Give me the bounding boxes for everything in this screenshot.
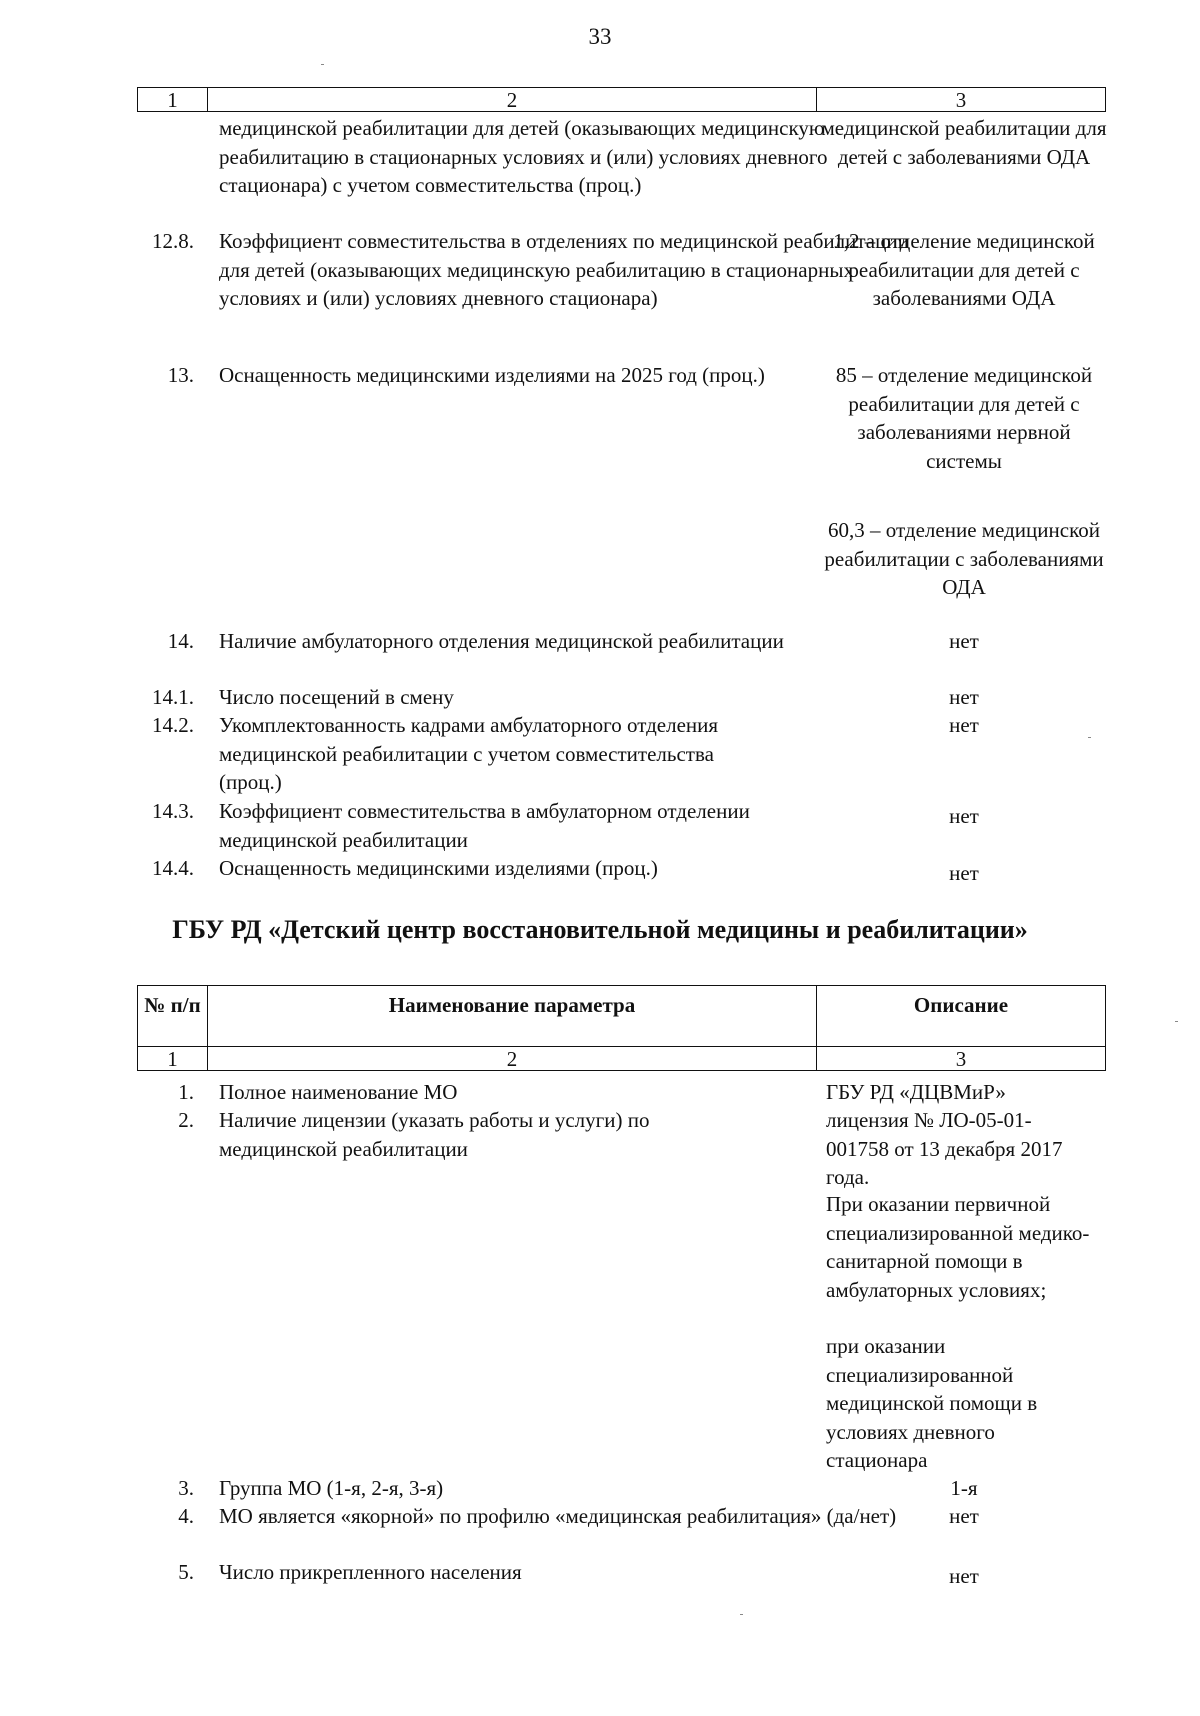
row-description: нет: [949, 713, 979, 737]
row-description: нет: [949, 804, 979, 828]
row-parameter: Укомплектованность кадрами амбулаторного отделения медицинской реабилитации с учетом совместительства (проц.): [219, 713, 719, 794]
row-description-extra: при оказании специализированной медицинской помощи в условиях дневного стационара: [826, 1334, 1038, 1472]
row-description: нет: [949, 861, 979, 885]
row-number: 13.: [167, 363, 194, 387]
row-number: 14.4.: [152, 856, 194, 880]
row-parameter: Оснащенность медицинскими изделиями на 2025 год (проц.): [219, 363, 765, 387]
row-parameter: Полное наименование МО: [219, 1080, 458, 1104]
row-parameter: Оснащенность медицинскими изделиями (проц.): [219, 856, 658, 880]
row-description: медицинской реабилитации для детей с заболеваниями ОДА: [821, 116, 1107, 169]
row-description-extra: 60,3 – отделение медицинской реабилитации с заболеваниями ОДА: [824, 518, 1104, 599]
row-description: нет: [949, 1504, 979, 1528]
row-number: 5.: [178, 1560, 194, 1584]
row-number: 4.: [178, 1504, 194, 1528]
header-number: № п/п: [138, 986, 208, 1047]
col-number-1: 1: [138, 1047, 208, 1071]
row-description: нет: [949, 685, 979, 709]
row-description: 1,2 – отделение медицинской реабилитации для детей с заболеваниями ОДА: [833, 229, 1095, 310]
col-number-3: 3: [817, 88, 1106, 112]
row-parameter: Наличие амбулаторного отделения медицинской реабилитации: [219, 629, 784, 653]
row-number: 14.3.: [152, 799, 194, 823]
row-number: 14.2.: [152, 713, 194, 737]
scan-speck: [1175, 1021, 1178, 1022]
row-number: 14.: [167, 629, 194, 653]
col-number-2: 2: [208, 88, 817, 112]
row-number: 3.: [178, 1476, 194, 1500]
scan-speck: [1088, 737, 1091, 738]
col-number-2: 2: [208, 1047, 817, 1071]
row-description: нет: [949, 1564, 979, 1588]
row-description: лицензия № ЛО-05-01-001758 от 13 декабря 2017 года.: [826, 1108, 1063, 1189]
row-parameter: Наличие лицензии (указать работы и услуги) по медицинской реабилитации: [219, 1108, 650, 1161]
top-header-table: [137, 87, 1106, 112]
row-description: 85 – отделение медицинской реабилитации для детей с заболеваниями нервной системы: [835, 363, 1093, 473]
row-parameter: Число прикрепленного населения: [219, 1560, 522, 1584]
row-parameter: Группа МО (1-я, 2-я, 3-я): [219, 1476, 444, 1500]
row-parameter: МО является «якорной» по профилю «медицинская реабилитация» (да/нет): [219, 1504, 897, 1528]
page-number: 33: [588, 24, 612, 49]
col-number-3: 3: [817, 1047, 1106, 1071]
section-title: ГБУ РД «Детский центр восстановительной медицины и реабилитации»: [172, 915, 1028, 944]
row-description: 1-я: [950, 1476, 978, 1500]
row-parameter: Число посещений в смену: [219, 685, 454, 709]
row-number: 14.1.: [152, 685, 194, 709]
row-description-extra: При оказании первичной специализированной медико-санитарной помощи в амбулаторных условиях;: [826, 1192, 1090, 1302]
scan-speck: [740, 1614, 743, 1615]
row-description: ГБУ РД «ДЦВМиР»: [826, 1080, 1006, 1104]
row-parameter: медицинской реабилитации для детей (оказывающих медицинскую реабилитацию в стационарных условиях и (или) условиях дневного стационара) с учетом совместительства (проц.): [219, 116, 828, 197]
header-parameter: Наименование параметра: [208, 986, 817, 1047]
col-number-1: 1: [138, 88, 208, 112]
row-parameter: Коэффициент совместительства в отделениях по медицинской реабилитации для детей (оказывающих медицинскую реабилитацию в стационарных условиях и (или) условиях дневного стационара): [219, 229, 909, 310]
row-number: 2.: [178, 1108, 194, 1132]
header-description: Описание: [817, 986, 1106, 1047]
row-number: 12.8.: [152, 229, 194, 253]
row-description: нет: [949, 629, 979, 653]
scan-speck: [321, 64, 324, 65]
table2-header: [137, 985, 1106, 1071]
row-number: 1.: [178, 1080, 194, 1104]
row-parameter: Коэффициент совместительства в амбулаторном отделении медицинской реабилитации: [219, 799, 750, 852]
